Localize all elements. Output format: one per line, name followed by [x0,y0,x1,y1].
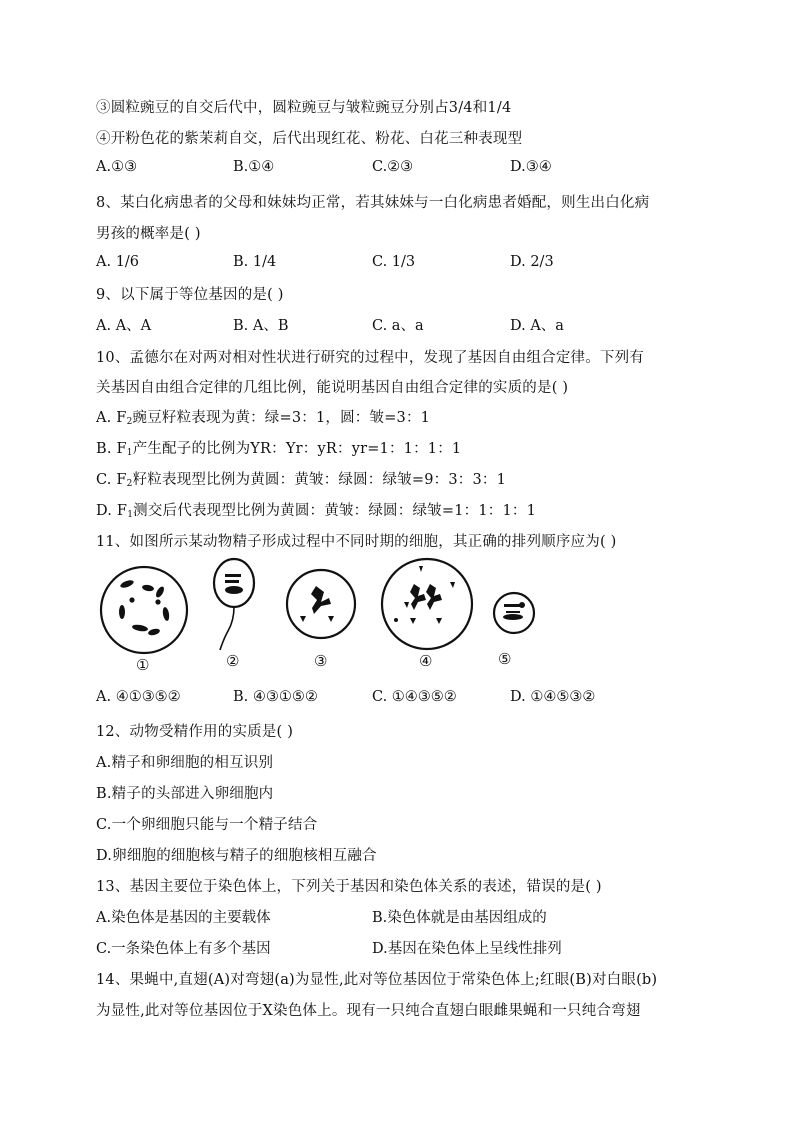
q10-option-b: B. $F_1$产生配子的比例为YR：Yr：yR：yr=1：1：1：1 [96,441,462,458]
q8-stem-line2: 男孩的概率是( ) [96,226,201,242]
q8-option-d: D. 2/3 [510,254,554,270]
q13-option-a: A.染色体是基因的主要载体 [96,910,271,926]
q8-stem-line1: 8、某白化病患者的父母和妹妹均正常，若其妹妹与一白化病患者婚配，则生出白化病 [96,195,650,211]
cell-1-drawing [101,567,187,653]
q13-option-b: B.染色体就是由基因组成的 [372,910,547,926]
q11-option-c: C. ①④③⑤② [372,689,457,705]
q9-stem: 9、以下属于等位基因的是( ) [96,287,284,303]
q12-option-c: C.一个卵细胞只能与一个精子结合 [96,817,318,833]
q11-option-d: D. ①④⑤③② [510,689,596,705]
q8-option-b: B. 1/4 [233,254,277,270]
q8-option-a: A. 1/6 [96,254,140,270]
q7-option-c: C.②③ [372,159,414,175]
q14-stem-line2: 为显性,此对等位基因位于X染色体上。现有一只纯合直翅白眼雌果蝇和一只纯合弯翅 [96,1003,641,1019]
figure-label-5: ⑤ [498,650,512,668]
q12-stem: 12、动物受精作用的实质是( ) [96,724,294,740]
q10-option-a: A. $F_2$豌豆籽粒表现为黄：绿=3：1，圆：皱=3：1 [96,410,431,427]
q12-option-d: D.卵细胞的细胞核与精子的细胞核相互融合 [96,848,377,864]
q9-option-b: B. A、B [233,318,289,334]
figure-label-2: ② [226,652,240,670]
q12-option-b: B.精子的头部进入卵细胞内 [96,786,274,802]
q11-option-b: B. ④③①⑤② [233,689,318,705]
q14-stem-line1: 14、果蝇中,直翅(A)对弯翅(a)为显性,此对等位基因位于常染色体上;红眼(B)对白眼(b) [96,972,658,988]
q11-option-a: A. ④①③⑤② [96,689,181,705]
q7-option-a: A.①③ [96,159,138,175]
cell-5-drawing [494,593,534,633]
q7-statement-4: ④开粉色花的紫茉莉自交，后代出现红花、粉花、白花三种表现型 [96,131,523,147]
q13-option-d: D.基因在染色体上呈线性排列 [372,941,562,957]
q10-stem-line1: 10、孟德尔在对两对相对性状进行研究的过程中，发现了基因自由组合定律。下列有 [96,350,645,366]
cell-4-drawing [382,559,472,649]
figure-label-4: ④ [419,652,433,670]
q9-option-c: C. a、a [372,318,424,334]
cell-2-drawing [214,559,254,650]
q8-option-c: C. 1/3 [372,254,416,270]
q10-option-c: C. $F_2$籽粒表现型比例为黄圆：黄皱：绿圆：绿皱=9：3：3：1 [96,472,507,489]
q9-option-d: D. A、a [510,318,564,334]
q13-stem: 13、基因主要位于染色体上，下列关于基因和染色体关系的表述，错误的是( ) [96,879,602,895]
q9-option-a: A. A、A [96,318,152,334]
q13-option-c: C.一条染色体上有多个基因 [96,941,271,957]
q12-option-a: A.精子和卵细胞的相互识别 [96,755,274,771]
cell-division-figure [92,556,632,680]
q10-option-d: D. $F_1$测交后代表现型比例为黄圆：黄皱：绿圆：绿皱=1：1：1：1 [96,503,536,520]
q10-stem-line2: 关基因自由组合定律的几组比例，能说明基因自由组合定律的实质的是( ) [96,380,569,396]
figure-label-3: ③ [314,652,328,670]
cell-3-drawing [287,570,355,638]
q7-statement-3: ③圆粒豌豆的自交后代中，圆粒豌豆与皱粒豌豆分别占3/4和1/4 [96,100,512,116]
q7-option-d: D.③④ [510,159,552,175]
q11-stem: 11、如图所示某动物精子形成过程中不同时期的细胞，其正确的排列顺序应为( ) [96,534,617,550]
q7-option-b: B.①④ [233,159,275,175]
figure-label-1: ① [136,656,150,674]
